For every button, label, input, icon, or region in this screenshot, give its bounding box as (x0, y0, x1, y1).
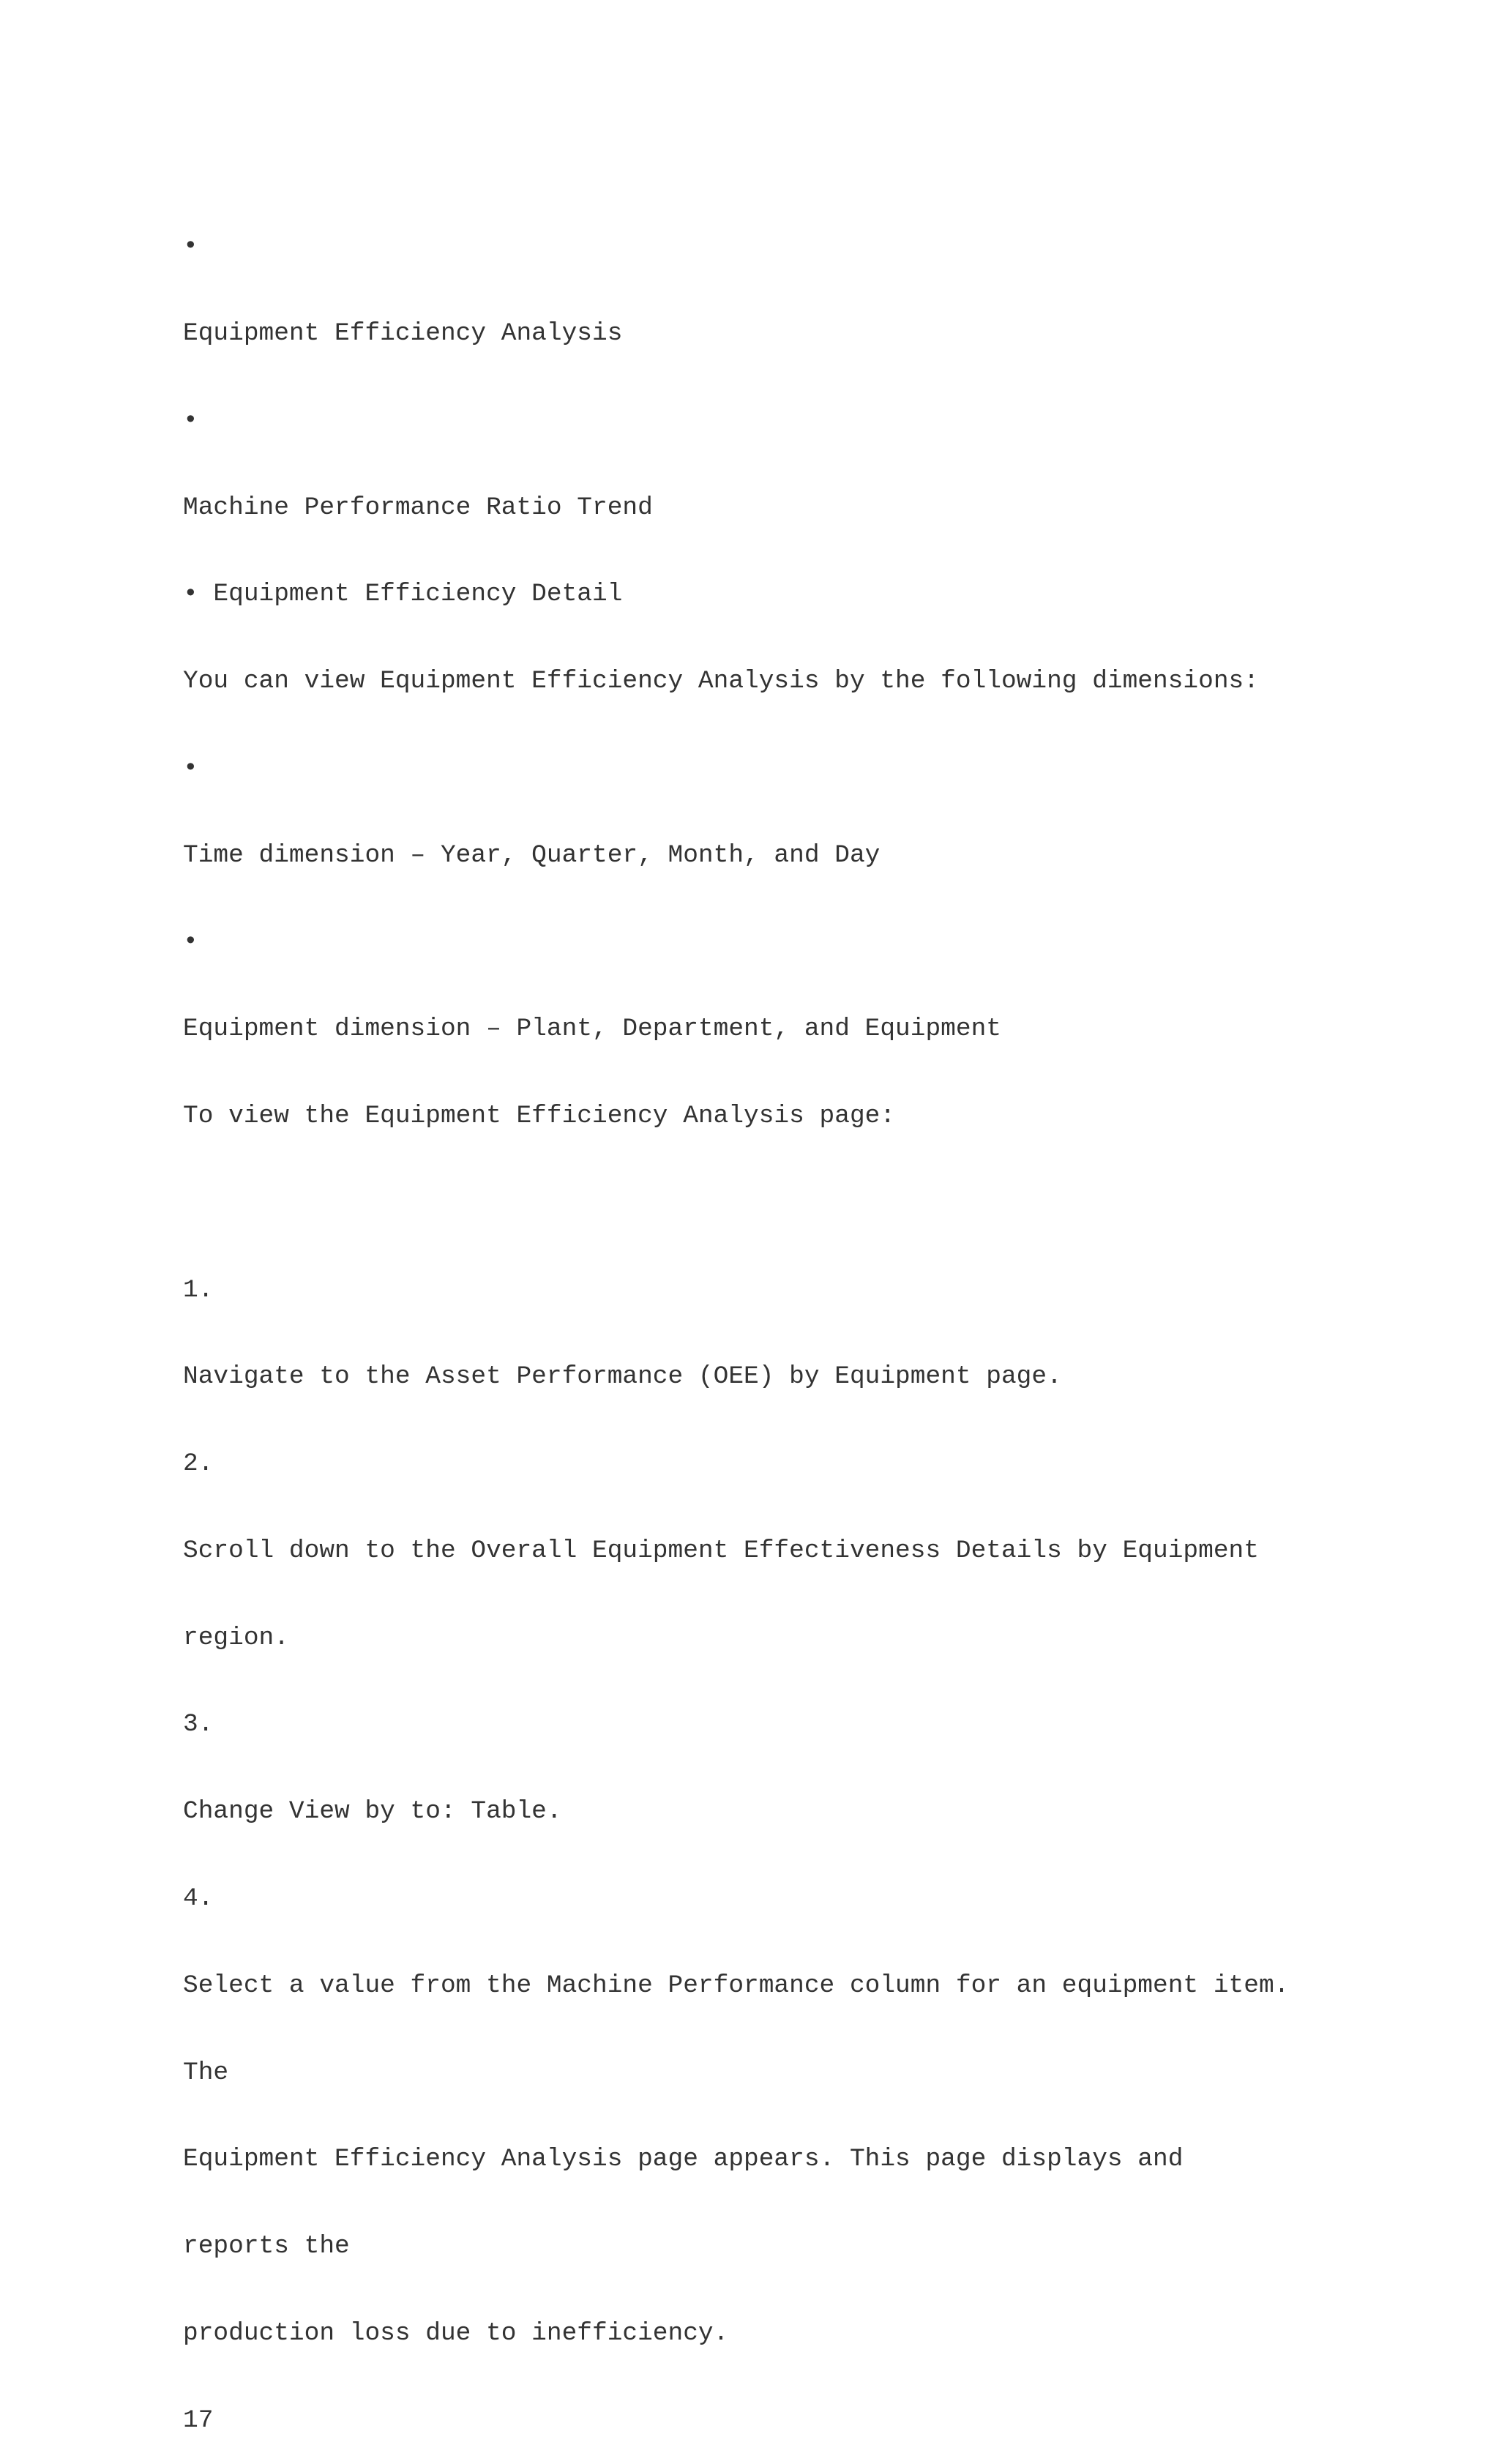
paragraph-text: The (183, 2058, 229, 2087)
step-number: 1. (183, 1275, 214, 1304)
step-text: Change View by to: Table. (183, 1797, 562, 1826)
paragraph-text: reports the (183, 2232, 350, 2261)
paragraph-text: To view the Equipment Efficiency Analysis page: (183, 1102, 896, 1130)
bullet: • (183, 232, 198, 261)
step-text: Scroll down to the Overall Equipment Effectiveness Details by Equipment (183, 1536, 1259, 1565)
paragraph-text: You can view Equipment Efficiency Analysis by the following dimensions: (183, 667, 1259, 696)
list-item-text: • Equipment Efficiency Detail (183, 580, 623, 609)
list-item-text: Equipment Efficiency Analysis (183, 318, 623, 348)
blank-line (183, 1189, 1325, 1218)
step-text: Select a value from the Machine Performance column for an equipment item. (183, 1971, 1290, 2000)
list-item-text: Machine Performance Ratio Trend (183, 493, 653, 522)
document-page (183, 174, 1325, 2464)
step-text: region. (183, 1623, 289, 1652)
paragraph-text: production loss due to inefficiency. (183, 2318, 729, 2348)
list-item-text: Equipment dimension – Plant, Department, and Equipment (183, 1015, 1001, 1044)
page-number: 17 (183, 2405, 214, 2435)
step-text: Navigate to the Asset Performance (OEE) by Equipment page. (183, 1362, 1062, 1392)
step-number: 4. (183, 1884, 214, 1914)
bullet: • (183, 753, 198, 783)
step-number: 3. (183, 1710, 214, 1739)
list-item-text: Time dimension – Year, Quarter, Month, and Day (183, 840, 881, 870)
bullet: • (183, 406, 198, 435)
step-number: 2. (183, 1449, 214, 1479)
paragraph-text: Equipment Efficiency Analysis page appears. This page displays and (183, 2145, 1184, 2174)
bullet: • (183, 927, 198, 957)
